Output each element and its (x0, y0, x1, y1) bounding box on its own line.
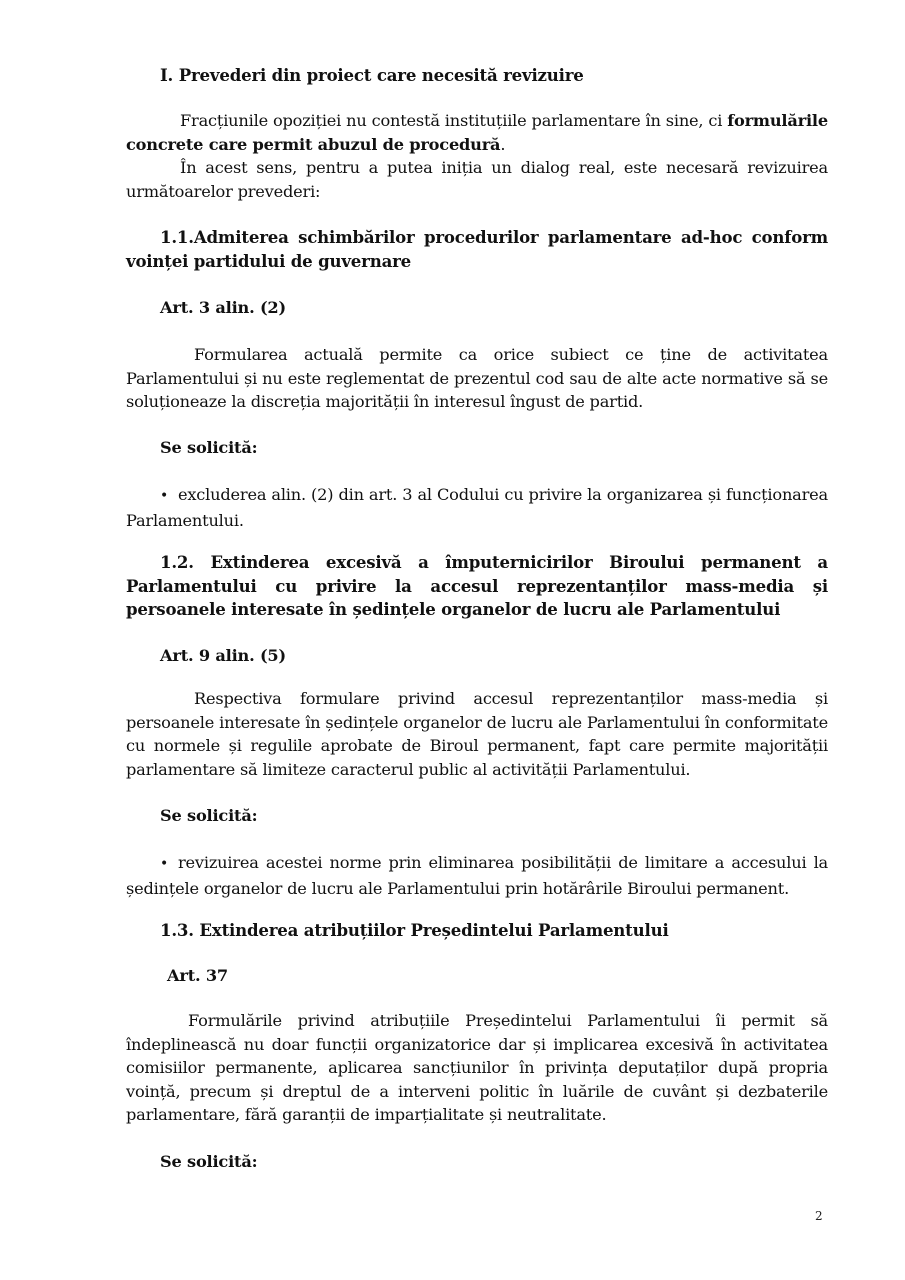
subsection-heading-1-3: 1.3. Extinderea atribuțiilor Președintelui Parlamentului (160, 920, 669, 940)
subsection-heading-1-1: 1.1.Admiterea schimbărilor procedurilor parlamentare ad-hoc conform voinței partidului de guvernare (126, 227, 828, 271)
bullet-text: excluderea alin. (2) din art. 3 al Codului cu privire la organizarea și funcționarea Parlamentului. (126, 485, 828, 530)
intro-paragraph-1 (126, 109, 828, 156)
request-label-1-2: Se solicită: (160, 806, 258, 825)
intro-period: . (500, 134, 506, 154)
bullet-icon: • (160, 856, 169, 872)
description-1-2: Respectiva formulare privind accesul reprezentanților mass-media și persoanele interesate în ședințele organelor de lucru ale Parlamentului în conformitate cu normele și regulile aprobate de Biroul permanent, fapt care permite majorității parlamentare să limiteze caracterul public al activității Parlamentului. (126, 689, 828, 779)
request-label-1-1: Se solicită: (160, 438, 258, 457)
request-label-1-3: Se solicită: (160, 1152, 258, 1171)
bullet-text: revizuirea acestei norme prin eliminarea posibilității de limitare a accesului la ședințele organelor de lucru ale Parlamentului prin hotărârile Biroului permanent. (126, 853, 828, 898)
description-1-1: Formularea actuală permite ca orice subiect ce ține de activitatea Parlamentului și nu este reglementat de prezentul cod sau de alte acte normative să se soluționeaze la discreția majorității în interesul îngust de partid. (126, 345, 828, 411)
bullet-item-1-2 (126, 851, 828, 900)
page-number: 2 (815, 1209, 823, 1223)
intro-paragraph-2: În acest sens, pentru a putea iniția un dialog real, este necesară revizuirea următoarelor prevederi: (126, 158, 828, 201)
description-1-3: Formulările privind atribuțiile Președintelui Parlamentului îi permit să îndeplinească nu doar funcții organizatorice dar și implicarea excesivă în activitatea comisiilor permanente, aplicarea sancțiunilor în privința deputaților după propria voință, precum și dreptul de a interveni politic în luările de cuvânt și dezbaterile parlamentare, fără garanții de imparțialitate și neutralitate. (126, 1011, 828, 1124)
article-ref-1-1: Art. 3 alin. (2) (160, 298, 286, 317)
bullet-item-1-1 (126, 483, 828, 532)
subsection-heading-1-2: 1.2. Extinderea excesivă a împuternicirilor Biroului permanent a Parlamentului cu privire la accesul reprezentanților mass-media și persoanele interesate în ședințele organelor de lucru ale Parlamentului (126, 552, 828, 619)
intro-bold-text: formulările concrete care permit abuzul de procedură (126, 111, 828, 154)
article-ref-1-2: Art. 9 alin. (5) (160, 646, 286, 665)
intro-text: Fracțiunile opoziției nu contestă instituțiile parlamentare în sine, ci (180, 111, 728, 130)
bullet-icon: • (160, 488, 169, 504)
section-title: I. Prevederi din proiect care necesită revizuire (160, 65, 584, 85)
article-ref-1-3: Art. 37 (167, 966, 228, 985)
